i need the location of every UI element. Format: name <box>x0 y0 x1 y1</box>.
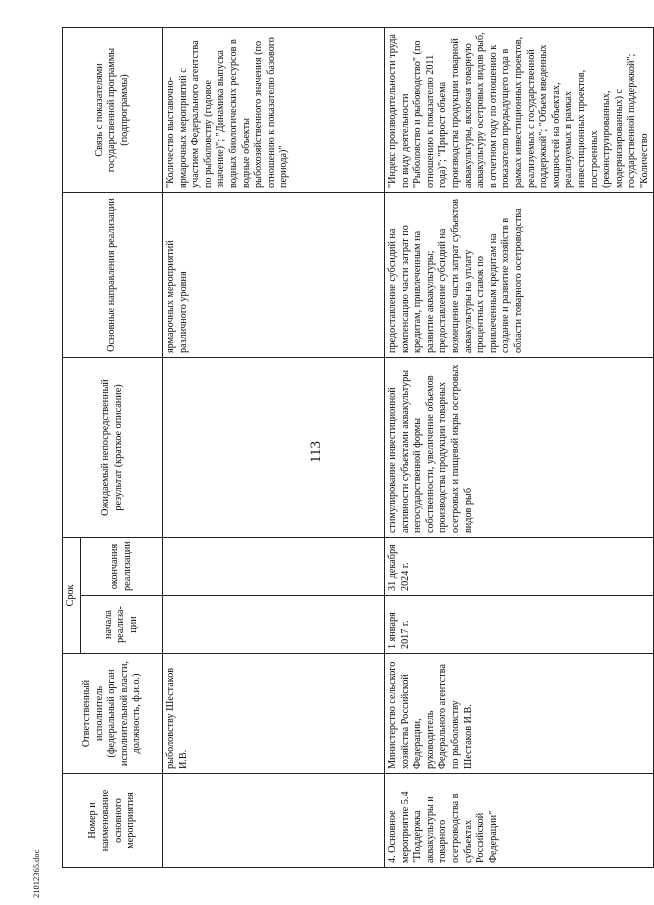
cell-executor: Министерство сельского хозяйства Российской Федерации, руководитель Федерального агентства по рыболовству Шестаков И.В. <box>385 654 654 774</box>
cell-links: "Индекс производительности труда по виду деятельности "Рыболовство и рыбоводство" (по отношению к показателю 2011 года)"; "Прирост объема производства продукции товарной аквакультуры, включая товарную аквакультуру осетровых видов рыб, в отчетном году по отношению к показателю предыдущего года в рамках инвестиционных проектов, реализуемых с государственной поддержкой"; "Объем введенных мощностей на объектах, реализуемых в рамках инвестиционных проектов, построенных (реконструированных, модернизированных) с государственной поддержкой"; "Количество <box>385 28 654 193</box>
row-number: 4. <box>387 855 398 863</box>
cell-result: стимулирование инвестиционной активности субъектами аквакультуры негосударственной формы собственности, увеличение объемов производства продукции товарных осетровых и пищевой икры осетровых видов рыб <box>385 358 654 538</box>
cell-directions: ярмарочных мероприятий различного уровня <box>163 193 385 358</box>
cell-start <box>163 596 385 654</box>
measures-table <box>62 27 654 868</box>
cell-links: "Количество выставочно-ярмарочных мероприятий с участием Федерального агентства по рыболовству (годовое значение)"; "Динамика выпуска водных биологических ресурсов в водные объекты рыбохозяйственного значения (по отношению к показателю базового периода)" <box>163 28 385 193</box>
cell-executor: рыболовству Шестаков И.В. <box>163 654 385 774</box>
header-result: Ожидаемый непосредственный результат (краткое описание) <box>63 358 163 538</box>
rotated-table-container <box>62 28 650 868</box>
header-links: Связь с показателями государственной программы (подпрограммы) <box>63 28 163 193</box>
cell-end: 31 декабря 2024 г. <box>385 538 654 596</box>
header-start: начала реализа-ции <box>81 596 163 654</box>
footer-filename: 21012365.doc <box>31 849 41 898</box>
measure-name: Основное мероприятие 5.4 "Поддержка аквакультуры и товарного осетроводства в субъектах Российской Федерации" <box>387 791 499 863</box>
cell-number-name <box>163 774 385 868</box>
page-number: 113 <box>308 441 324 463</box>
header-executor: Ответственный исполнитель (федеральный орган исполнительной власти, должность, ф.и.о.) <box>63 654 163 774</box>
cell-end <box>163 538 385 596</box>
cell-result <box>163 358 385 538</box>
table-row <box>163 28 385 868</box>
table-row <box>385 28 654 868</box>
cell-number-name <box>385 774 654 868</box>
header-end: окончания реализации <box>81 538 163 596</box>
header-directions: Основные направления реализации <box>63 193 163 358</box>
cell-start: 1 января 2017 г. <box>385 596 654 654</box>
header-srok: Срок <box>63 538 81 654</box>
header-number-name: Номер и наименование основного мероприятия <box>63 774 163 868</box>
cell-directions: предоставление субсидий на компенсацию части затрат по кредитам, привлеченным на развитие аквакультуры; предоставление субсидий на возмещение части затрат субъектов аквакультуры на уплату процентных ставок по привлеченным кредитам на создание и развитие хозяйств в области товарного осетроводства <box>385 193 654 358</box>
